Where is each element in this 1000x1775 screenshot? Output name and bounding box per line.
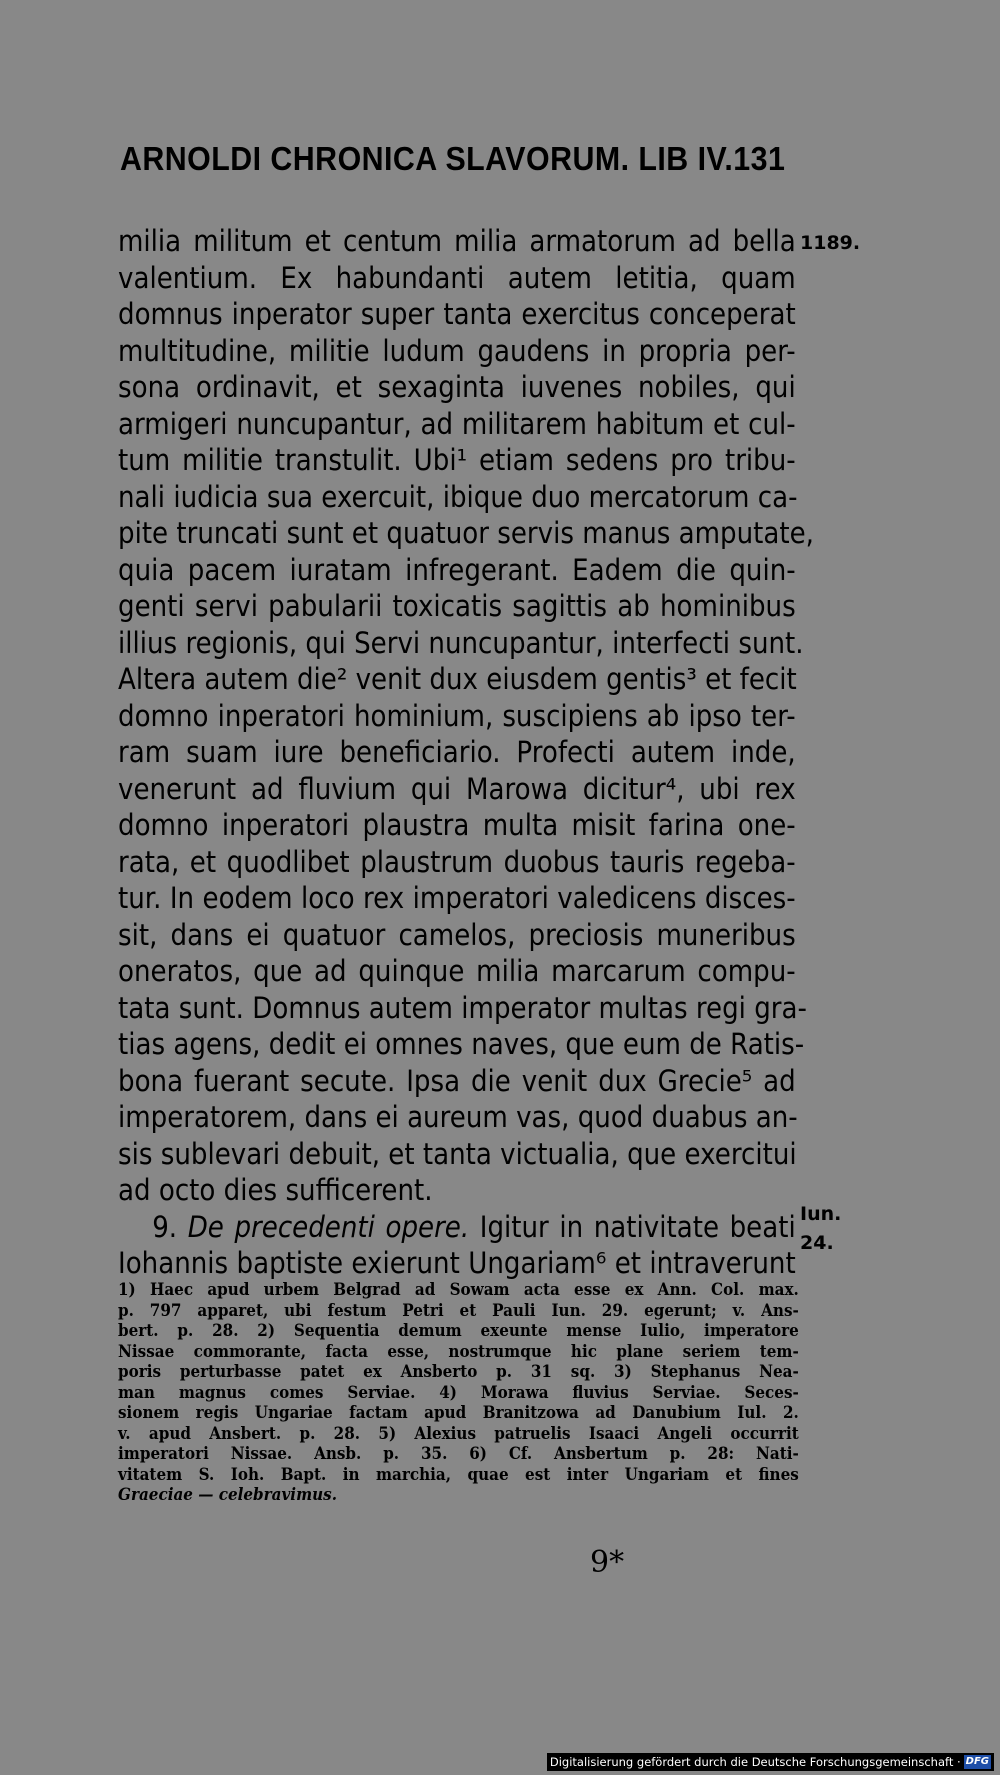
text-line: ram suam iure beneficiario. Profecti autem inde, xyxy=(118,735,796,769)
footnote-line: p. 797 apparet, ubi festum Petri et Pauli Iun. 29. egerunt; v. Ans- xyxy=(118,1300,799,1320)
text-line: quia pacem iuratam infregerant. Eadem die quin- xyxy=(118,552,796,587)
text-line: tata sunt. Domnus autem imperator multas regi gra- xyxy=(118,990,807,1025)
text-line: domno inperatori plaustra multa misit farina one- xyxy=(118,808,796,842)
footnote-line: v. apud Ansbert. p. 28. 5) Alexius patruelis Isaaci Angeli occurrit xyxy=(118,1423,799,1443)
text-line: tias agens, dedit ei omnes naves, que eum de Ratis- xyxy=(118,1027,805,1061)
section-heading-line xyxy=(118,1209,796,1246)
footnote-line: man magnus comes Serviae. 4) Morawa fluvius Serviae. Seces- xyxy=(118,1382,799,1402)
text-line: tum militie transtulit. Ubi¹ etiam sedens pro tribu- xyxy=(118,443,796,477)
text-line: sit, dans ei quatuor camelos, preciosis muneribus xyxy=(118,917,796,952)
running-title: ARNOLDI CHRONICA SLAVORUM. LIB IV. xyxy=(120,140,734,177)
text-line: sona ordinavit, et sexaginta iuvenes nobiles, qui xyxy=(118,370,796,404)
text-line: pite truncati sunt et quatuor servis manus amputate, xyxy=(118,516,814,550)
footnote-line: Graeciae — celebravimus. xyxy=(118,1485,338,1504)
main-text xyxy=(118,223,814,1282)
footnote-line: 1) Haec apud urbem Belgrad ad Sowam acta esse ex Ann. Col. max. xyxy=(118,1280,799,1299)
text-line: domnus inperator super tanta exercitus conceperat xyxy=(118,297,796,331)
section-title: De precedenti opere. xyxy=(187,1209,470,1244)
margin-year: 1189. xyxy=(800,232,861,254)
text-line: nali iudicia sua exercuit, ibique duo mercatorum ca- xyxy=(118,479,798,514)
signature-mark: 9* xyxy=(590,1545,625,1580)
text-line: bona fuerant secute. Ipsa die venit dux Grecie⁵ ad xyxy=(118,1063,796,1098)
credit-text: Digitalisierung gefördert durch die Deutsche Forschungsgemeinschaft · xyxy=(549,1755,961,1769)
footnote-line: poris perturbasse patet ex Ansberto p. 31 sq. 3) Stephanus Nea- xyxy=(118,1362,799,1381)
text-line: armigeri nuncupantur, ad militarem habitum et cul- xyxy=(118,406,796,441)
text-line: ad octo dies sufficerent. xyxy=(118,1173,433,1207)
text-line: imperatorem, dans ei aureum vas, quod duabus an- xyxy=(118,1100,798,1134)
footnotes xyxy=(118,1280,798,1506)
text-line: rata, et quodlibet plaustrum duobus tauris regeba- xyxy=(118,844,796,879)
footnote-line: Nissae commorante, facta esse, nostrumque hic plane seriem tem- xyxy=(118,1341,799,1361)
text-line: tur. In eodem loco rex imperatori valedicens disces- xyxy=(118,881,796,915)
text-line: milia militum et centum milia armatorum ad bella xyxy=(118,224,796,258)
footnote-line: bert. p. 28. 2) Sequentia demum exeunte mense Iulio, imperatore xyxy=(118,1321,799,1340)
dfg-logo-icon: DFG xyxy=(965,1756,989,1767)
section-number: 9. xyxy=(152,1209,178,1244)
margin-day: 24. xyxy=(800,1232,834,1254)
margin-month: Iun. xyxy=(800,1203,842,1225)
section-text: Igitur in nativitate beati xyxy=(479,1209,796,1244)
text-line: illius regionis, qui Servi nuncupantur, interfecti sunt. xyxy=(118,625,804,660)
text-line: Iohannis baptiste exierunt Ungariam⁶ et intraverunt xyxy=(118,1246,796,1280)
footnote-line: sionem regis Ungariae factam apud Branitzowa ad Danubium Iul. 2. xyxy=(118,1403,799,1422)
text-line: Altera autem die² venit dux eiusdem gentis³ et fecit xyxy=(118,662,797,696)
page-number: 131 xyxy=(733,140,786,177)
text-line: domno inperatori hominium, suscipiens ab ipso ter- xyxy=(118,698,796,733)
text-line: sis sublevari debuit, et tanta victualia, que exercitui xyxy=(118,1136,797,1171)
text-line: genti servi pabularii toxicatis sagittis ab hominibus xyxy=(118,589,796,623)
digitization-credit xyxy=(547,1753,994,1771)
text-line: valentium. Ex habundanti autem letitia, quam xyxy=(118,260,796,295)
text-line: multitudine, militie ludum gaudens in propria per- xyxy=(118,333,796,368)
text-line: oneratos, que ad quinque milia marcarum compu- xyxy=(118,954,796,988)
running-header xyxy=(120,140,786,178)
footnote-line: imperatori Nissae. Ansb. p. 35. 6) Cf. Ansbertum p. 28: Nati- xyxy=(118,1444,799,1463)
footnote-line: vitatem S. Ioh. Bapt. in marchia, quae est inter Ungariam et fines xyxy=(118,1464,799,1484)
text-line: venerunt ad fluvium qui Marowa dicitur⁴, ubi rex xyxy=(118,771,796,806)
